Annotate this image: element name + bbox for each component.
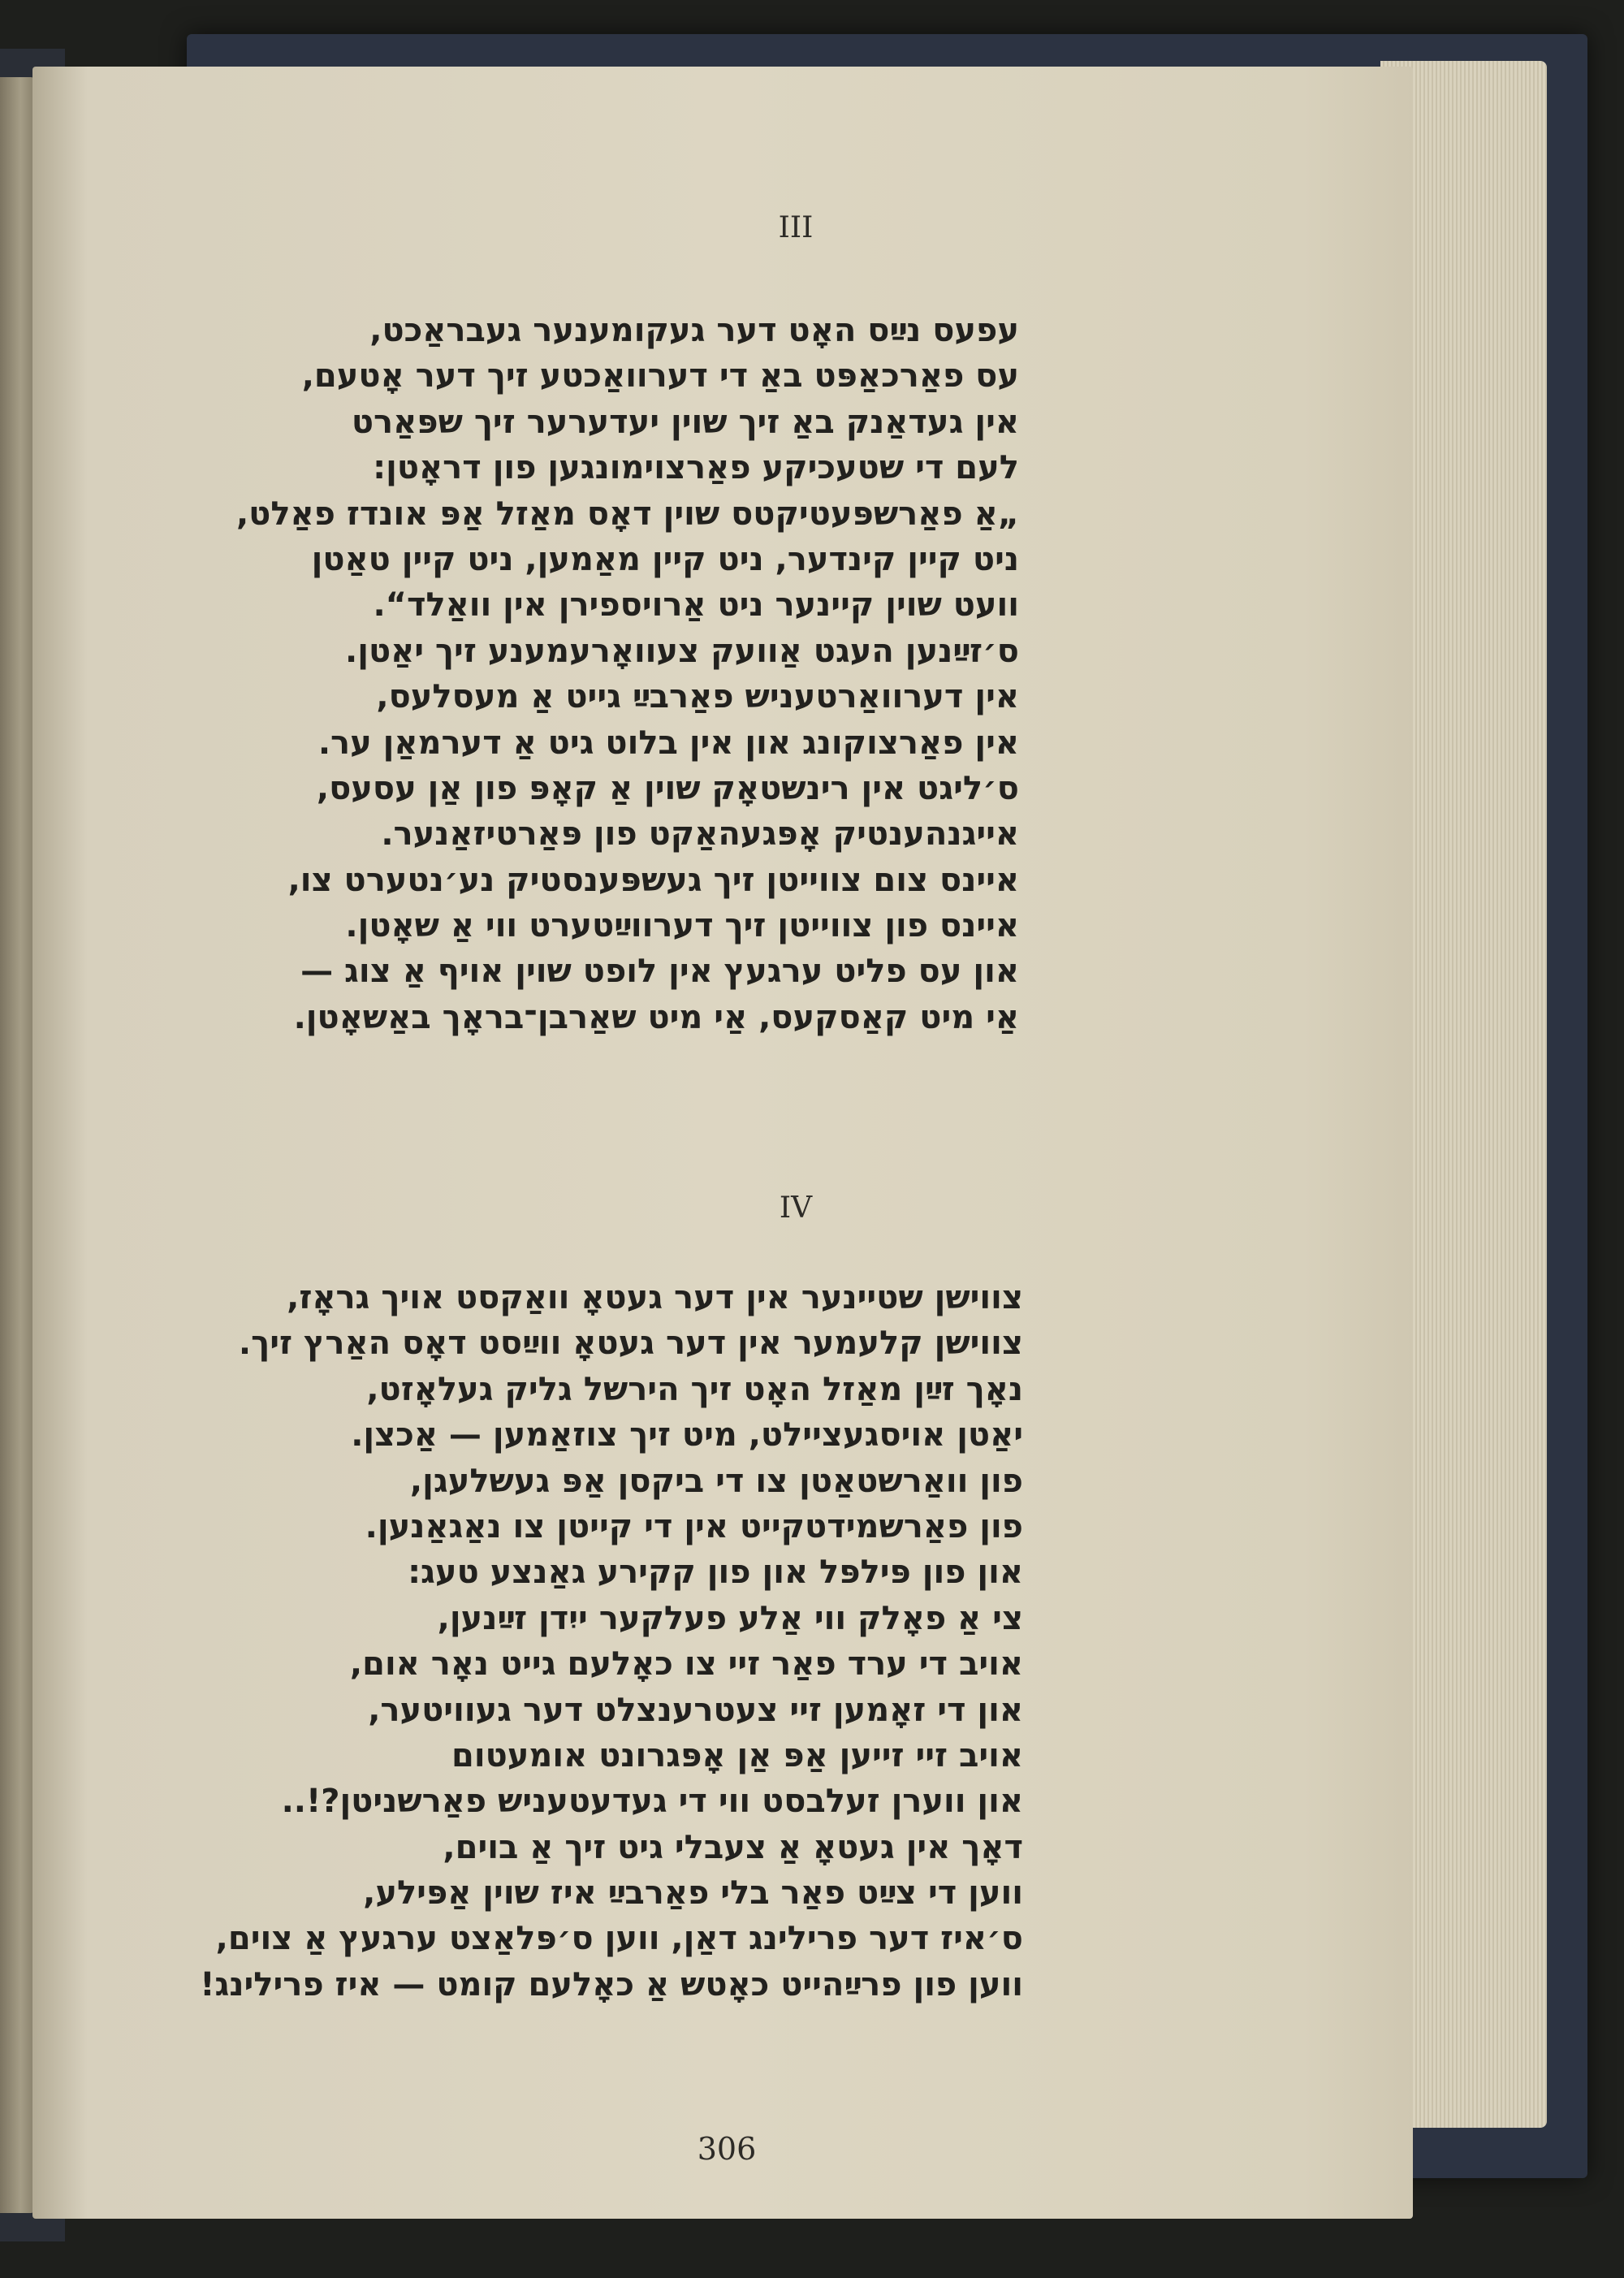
poem-line: און ווערן זעלבסט ווי די געדעטעניש פאַרשניטן?!.. [281,1783,1023,1821]
poem-line: צי אַ פאָלק ווי אַלע פעלקער ייִדן זײַנען, [437,1599,1023,1637]
section-heading-iv: IV [779,1191,813,1225]
poem-line: ווען די צײַט פאַר בלי פאַרבײַ איז שוין אַפּילע, [363,1874,1023,1913]
poem-line: „אַ פאַרשפּעטיקטס שוין דאָס מאַזל אַפּ אונדז פאַלט, [235,495,1019,533]
poem-line: וועט שוין קיינער ניט אַרויספירן אין וואַלד“. [373,586,1019,625]
running-head-section-number: III [778,211,814,244]
poem-line: צווישן שטיינער אין דער געטאָ וואַקסט אויך גראָז, [287,1279,1023,1316]
poem-line: אייגנהענטיק אָפּגעהאַקט פון פּאַרטיזאַנער. [381,815,1019,854]
poem-line: אין דערוואַרטעניש פאַרבײַ גייט אַ מעסלעס, [376,678,1019,716]
poem-line: ס׳איז דער פרילינג דאַן, ווען ס׳פּלאַצט ערגעץ אַ צוים, [215,1920,1023,1958]
poem-line: לעם די שטעכיקע פאַרצוימונגען פון דראָטן: [373,449,1019,487]
poem-line: יאַטן אויסגעציילט, מיט זיך צוזאַמען — אַכצן. [351,1416,1023,1455]
poem-line: אויב זיי זייען אַפּ אַן אָפּגרונט אומעטום [451,1736,1023,1774]
poem-line: ס׳זײַנען העגט אַוועק צעוואָרעמענע זיך יאַטן. [345,632,1019,670]
facing-page-edge [0,77,34,2213]
poem-line: עפעס נײַס האָט דער געקומענער געבראַכט, [369,312,1019,349]
poem-line: פון וואַרשטאַטן צו די ביקסן אַפּ געשלעגן, [409,1462,1023,1500]
book-page [32,67,1413,2219]
poem-line: ס׳ליגט אין רינשטאָק שוין אַ קאָפּ פון אַן עסעס, [316,769,1019,807]
poem-line: און די זאָמען זיי צעטרענצלט דער געוויטער, [368,1691,1023,1729]
poem-line: ווען פון פרײַהייט כאָטש אַ כאָלעם קומט — איז פרילינג! [200,1965,1023,2004]
poem-line: אין פאַרצוקונג און אין בלוט גיט אַ דערמאַן ער. [317,724,1019,762]
poem-line: פון פאַרשמידטקייט אין די קייטן צו נאַגאַנען. [365,1507,1023,1545]
poem-line: איינס צום צווייטן זיך געשפּענסטיק נע׳נטערט צו, [287,861,1019,899]
poem-line: איינס פון צווייטן זיך דערווײַטערט ווי אַ שאָטן. [345,907,1019,945]
poem-line: צווישן קלעמער אין דער געטאָ ווײַסט דאָס האַרץ זיך. [238,1325,1023,1363]
poem-section-iv [106,1275,1023,2008]
poem-line: אויב די ערד פאַר זיי צו כאָלעם גייט נאָר אום, [349,1645,1023,1684]
poem-line: און פון פּילפּל און פון קקירע גאַנצע טעג: [408,1554,1023,1592]
poem-line: עס פאַרכאַפּט באַ די דערוואַכטע זיך דער אָטעם, [301,357,1019,396]
poem-line: ניט קיין קינדער, ניט קיין מאַמען, ניט קיין טאַטן [311,540,1019,578]
poem-line: און עס פליט ערגעץ אין לופט שוין אויף אַ צוג — [300,953,1019,991]
poem-line: נאָך זײַן מאַזל האָט זיך הירשל גליק געלאָזט, [366,1370,1023,1408]
page-number: 306 [697,2131,757,2167]
poem-line: אין געדאַנק באַ זיך שוין יעדערער זיך שפּאַרט [351,403,1019,441]
poem-section-iii [126,308,1019,1040]
poem-line: אַי מיט קאַסקעס, אַי מיט שאַרבן־בראָך באַשאָטן. [293,998,1019,1036]
poem-line: דאָך אין געטאָ אַ צעבלי גיט זיך אַ בוים, [443,1828,1023,1866]
